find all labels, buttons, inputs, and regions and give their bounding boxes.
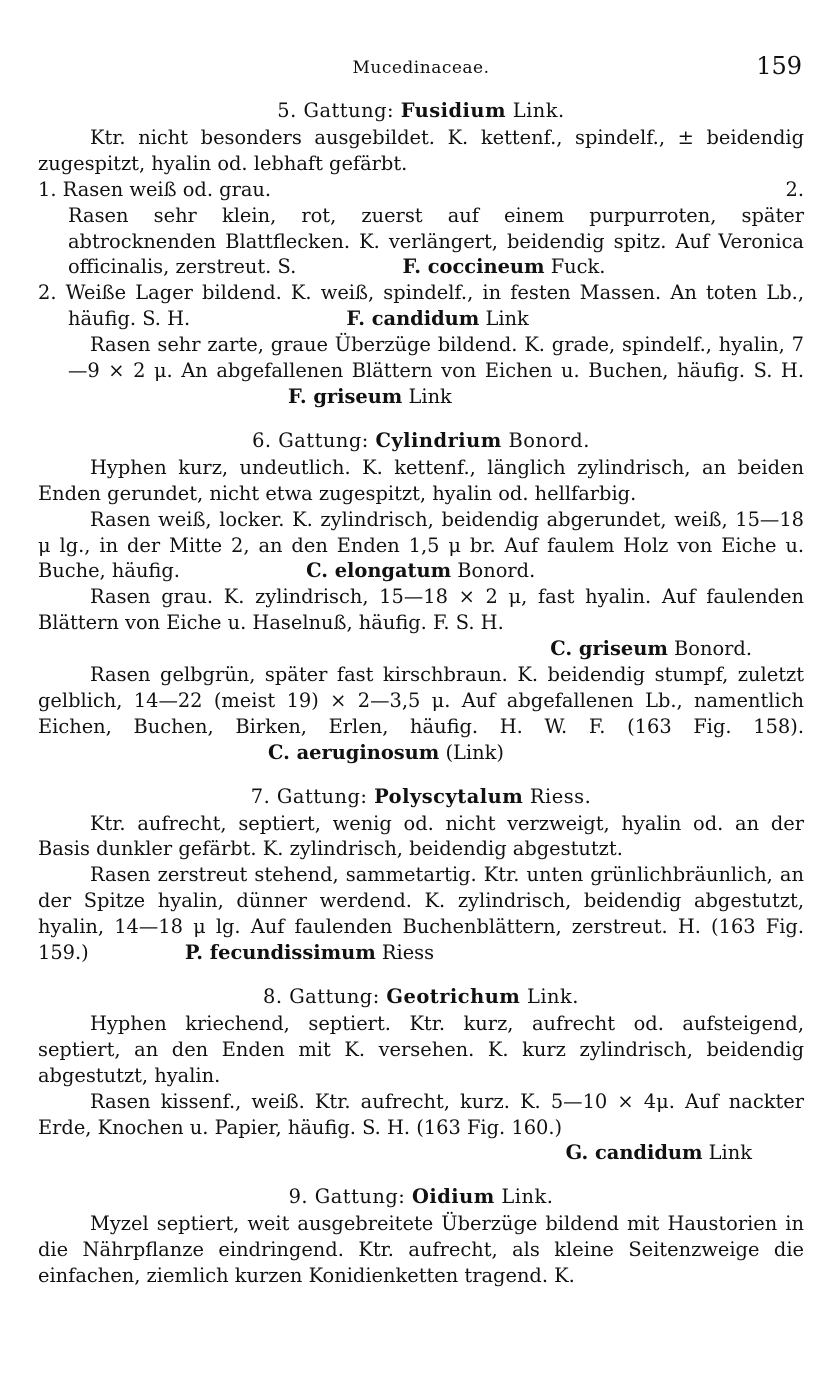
- page-content: [38, 98, 804, 1289]
- species-entry: Rasen gelbgrün, später fast kirschbraun. K. beidendig stumpf, zuletzt gelblich, 14—22 (meist 19) × 2—3,5 μ. Auf abgefallenen Lb., namentlich Eichen, Buchen, Birken, Erlen, häufig. H. W. F. (163 Fig. 158). C. aeruginosum (Link): [38, 663, 804, 764]
- genus-description: Ktr. aufrecht, septiert, wenig od. nicht verzweigt, hyalin od. an der Basis dunkler gefärbt. K. zylindrisch, beidendig abgestutzt.: [38, 811, 804, 861]
- genus-heading-oidium: 9. Gattung: Oidium Link.: [288, 1185, 554, 1209]
- page-header: [38, 52, 804, 82]
- species-entry: Rasen zerstreut stehend, sammetartig. Ktr. unten grünlichbräunlich, an der Spitze hyalin, dünner werdend. K. zylindrisch, beidendig abgestutzt, hyalin, 14—18 μ lg. Auf faulenden Buchenblättern, zerstreut. H. (163 Fig. 159.) P. fecundissimum Riess: [38, 863, 804, 965]
- species-entry: Rasen kissenf., weiß. Ktr. aufrecht, kurz. K. 5—10 × 4μ. Auf nackter Erde, Knochen u. Papier, häufig. S. H. (163 Fig. 160.): [38, 1089, 804, 1139]
- genus-heading-fusidium: 5. Gattung: Fusidium Link.: [277, 99, 565, 122]
- genus-heading-cylindrium: 6. Gattung: Cylindrium Bonord.: [252, 428, 590, 452]
- species-entry: 2. Weiße Lager bildend. K. weiß, spindelf., in festen Massen. An toten Lb., häufig. S. H. F. candidum Link: [38, 281, 804, 331]
- species-entry: Rasen sehr klein, rot, zuerst auf einem purpurroten, später abtrocknenden Blattflecken. K. verlängert, beidendig spitz. Auf Veronica officinalis, zerstreut. S. F. coccineum Fuck.: [68, 203, 804, 279]
- species-entry: Rasen weiß, locker. K. zylindrisch, beidendig abgerundet, weiß, 15—18 μ lg., in der Mitte 2, an den Enden 1,5 μ br. Auf faulem Holz von Eiche u. Buche, häufig. C. elongatum Bonord.: [38, 507, 804, 583]
- species-name-line: C. griseum Bonord.: [550, 637, 752, 661]
- species-entry: Rasen grau. K. zylindrisch, 15—18 × 2 μ, fast hyalin. Auf faulenden Blättern von Eiche u. Haselnuß, häufig. F. S. H.: [38, 585, 804, 635]
- species-name-line: G. candidum Link: [565, 1141, 752, 1165]
- genus-description: Hyphen kriechend, septiert. Ktr. kurz, aufrecht od. aufsteigend, septiert, an den Enden mit K. versehen. K. kurz zylindrisch, beidendig abgestutzt, hyalin.: [38, 1011, 804, 1087]
- page-number: 159: [756, 52, 802, 80]
- genus-description: Myzel septiert, weit ausgebreitete Überzüge bildend mit Haustorien in die Nährpflanze eindringend. Ktr. aufrecht, als kleine Seitenzweige die einfachen, ziemlich kurzen Konidienketten tragend. K.: [38, 1212, 804, 1288]
- genus-heading-polyscytalum: 7. Gattung: Polyscytalum Riess.: [250, 784, 592, 808]
- key-lead-1: 1. Rasen weiß od. grau. 2.: [38, 177, 804, 201]
- running-title: Mucedinaceae.: [352, 58, 490, 78]
- genus-description: Ktr. nicht besonders ausgebildet. K. kettenf., spindelf., ± beidendig zugespitzt, hyalin od. lebhaft gefärbt.: [38, 125, 804, 175]
- genus-heading-geotrichum: 8. Gattung: Geotrichum Link.: [263, 985, 579, 1008]
- genus-description: Hyphen kurz, undeutlich. K. kettenf., länglich zylindrisch, an beiden Enden gerundet, nicht etwa zugespitzt, hyalin od. hellfarbig.: [38, 455, 804, 505]
- species-entry: Rasen sehr zarte, graue Überzüge bildend. K. grade, spindelf., hyalin, 7—9 × 2 μ. An abgefallenen Blättern von Eichen u. Buchen, häufig. S. H. F. griseum Link: [68, 333, 804, 408]
